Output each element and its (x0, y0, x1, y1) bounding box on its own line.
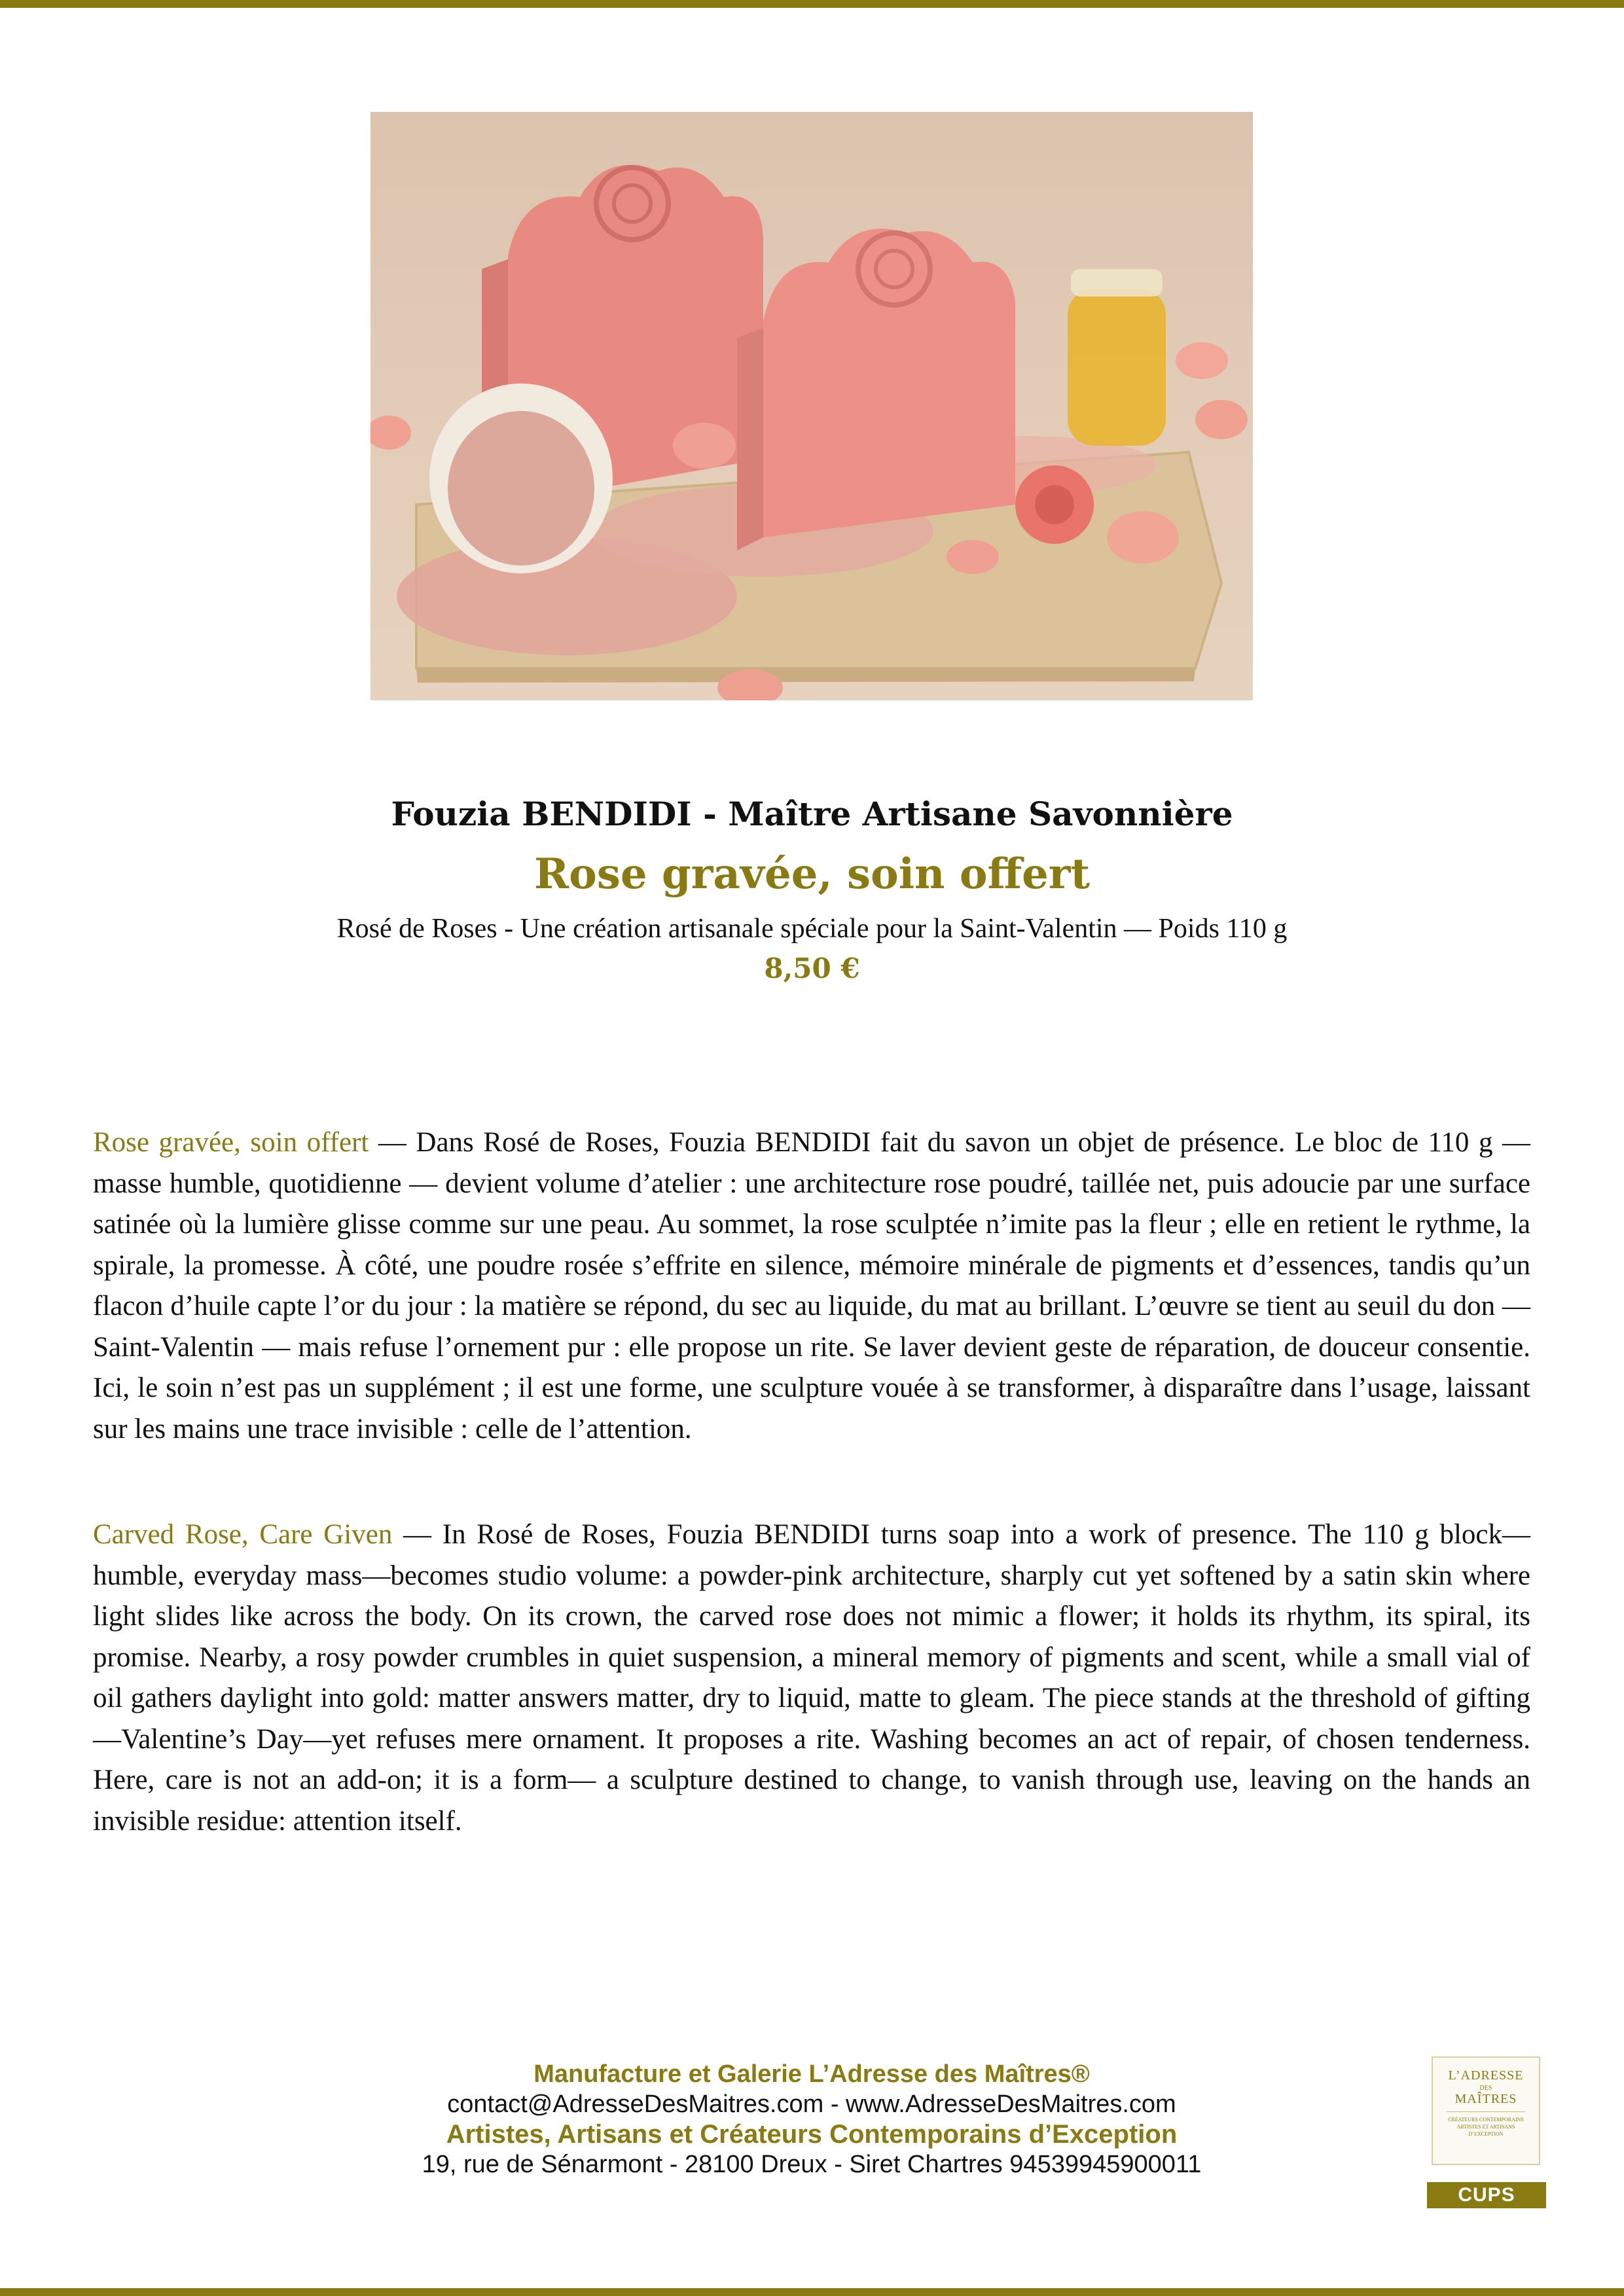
logo-small-text: CRÉATEURS CONTEMPORAINS ARTISTES ET ARTISANS D’EXCEPTION (1448, 2117, 1524, 2137)
french-lead: Rose gravée, soin offert (93, 1127, 369, 1158)
logo-line-1: L’ADRESSE (1448, 2068, 1524, 2083)
gallery-logo (1432, 2056, 1540, 2165)
product-title: Rose gravée, soin offert (533, 850, 1091, 899)
product-price: 8,50 € (764, 952, 860, 984)
product-photo (370, 112, 1253, 700)
logo-line-3: MAÎTRES (1454, 2092, 1517, 2106)
top-border (0, 0, 1624, 8)
product-description: Rosé de Roses - Une création artisanale spéciale pour la Saint-Valentin — Poids 110 g (336, 914, 1288, 944)
english-paragraph (93, 1515, 1530, 1842)
english-lead: Carved Rose, Care Given (93, 1519, 393, 1550)
english-text: — In Rosé de Roses, Fouzia BENDIDI turns soap into a work of presence. The 110 g block—humble, everyday mass—becomes studio volume: a powder-pink architecture, sharply cut yet softened by a satin skin where light slides like across the body. On its crown, the carved rose does not mimic a flower; it holds its rhythm, its spiral, its promise. Nearby, a rosy powder crumbles in quiet suspension, a mineral memory of pigments and scent, while a small vial of oil gathers daylight into gold: matter answers matter, dry to liquid, matte to gleam. The piece stands at the threshold of gifting—Valentine’s Day—yet refuses mere ornament. It proposes a rite. Washing becomes an act of repair, of chosen tenderness. Here, care is not an add-on; it is a form— a sculpture destined to change, to vanish through use, leaving on the hands an invisible residue: attention itself. (93, 1519, 1530, 1837)
footer-address: 19, rue de Sénarmont - 28100 Dreux - Siret Chartres 94539945900011 (422, 2151, 1202, 2178)
bottom-border (0, 2288, 1624, 2296)
french-paragraph (93, 1122, 1530, 1450)
footer-gallery-name: Manufacture et Galerie L’Adresse des Maîtres® (533, 2060, 1090, 2088)
logo-line-2: DES (1479, 2085, 1492, 2092)
french-text: — Dans Rosé de Roses, Fouzia BENDIDI fait du savon un objet de présence. Le bloc de 110 g — masse humble, quotidienne — devient volume d’atelier : une architecture rose poudré, taillée net, puis adoucie par une surface satinée où la lumière glisse comme sur une peau. Au sommet, la rose sculptée n’imite pas la fleur ; elle en retient le rythme, la spirale, la promesse. À côté, une poudre rosée s’effrite en silence, mémoire minérale de pigments et d’essences, tandis qu’un flacon d’huile capte l’or du jour : la matière se répond, du sec au liquide, du mat au brillant. L’œuvre se tient au seuil du don — Saint-Valentin — mais refuse l’ornement pur : elle propose un rite. Se laver devient geste de réparation, de douceur consentie. Ici, le soin n’est pas un supplément ; il est une forme, une sculpture vouée à se transformer, à disparaître dans l’usage, laissant sur les mains une trace invisible : celle de l’attention. (93, 1127, 1530, 1444)
footer-contact: contact@AdresseDesMaitres.com - www.AdresseDesMaitres.com (447, 2090, 1176, 2118)
cups-badge: CUPS (1427, 2182, 1546, 2208)
footer-tagline: Artistes, Artisans et Créateurs Contemporains d’Exception (446, 2120, 1178, 2149)
logo-divider (1447, 2111, 1525, 2112)
maker-heading: Fouzia BENDIDI - Maître Artisane Savonnière (391, 795, 1233, 833)
